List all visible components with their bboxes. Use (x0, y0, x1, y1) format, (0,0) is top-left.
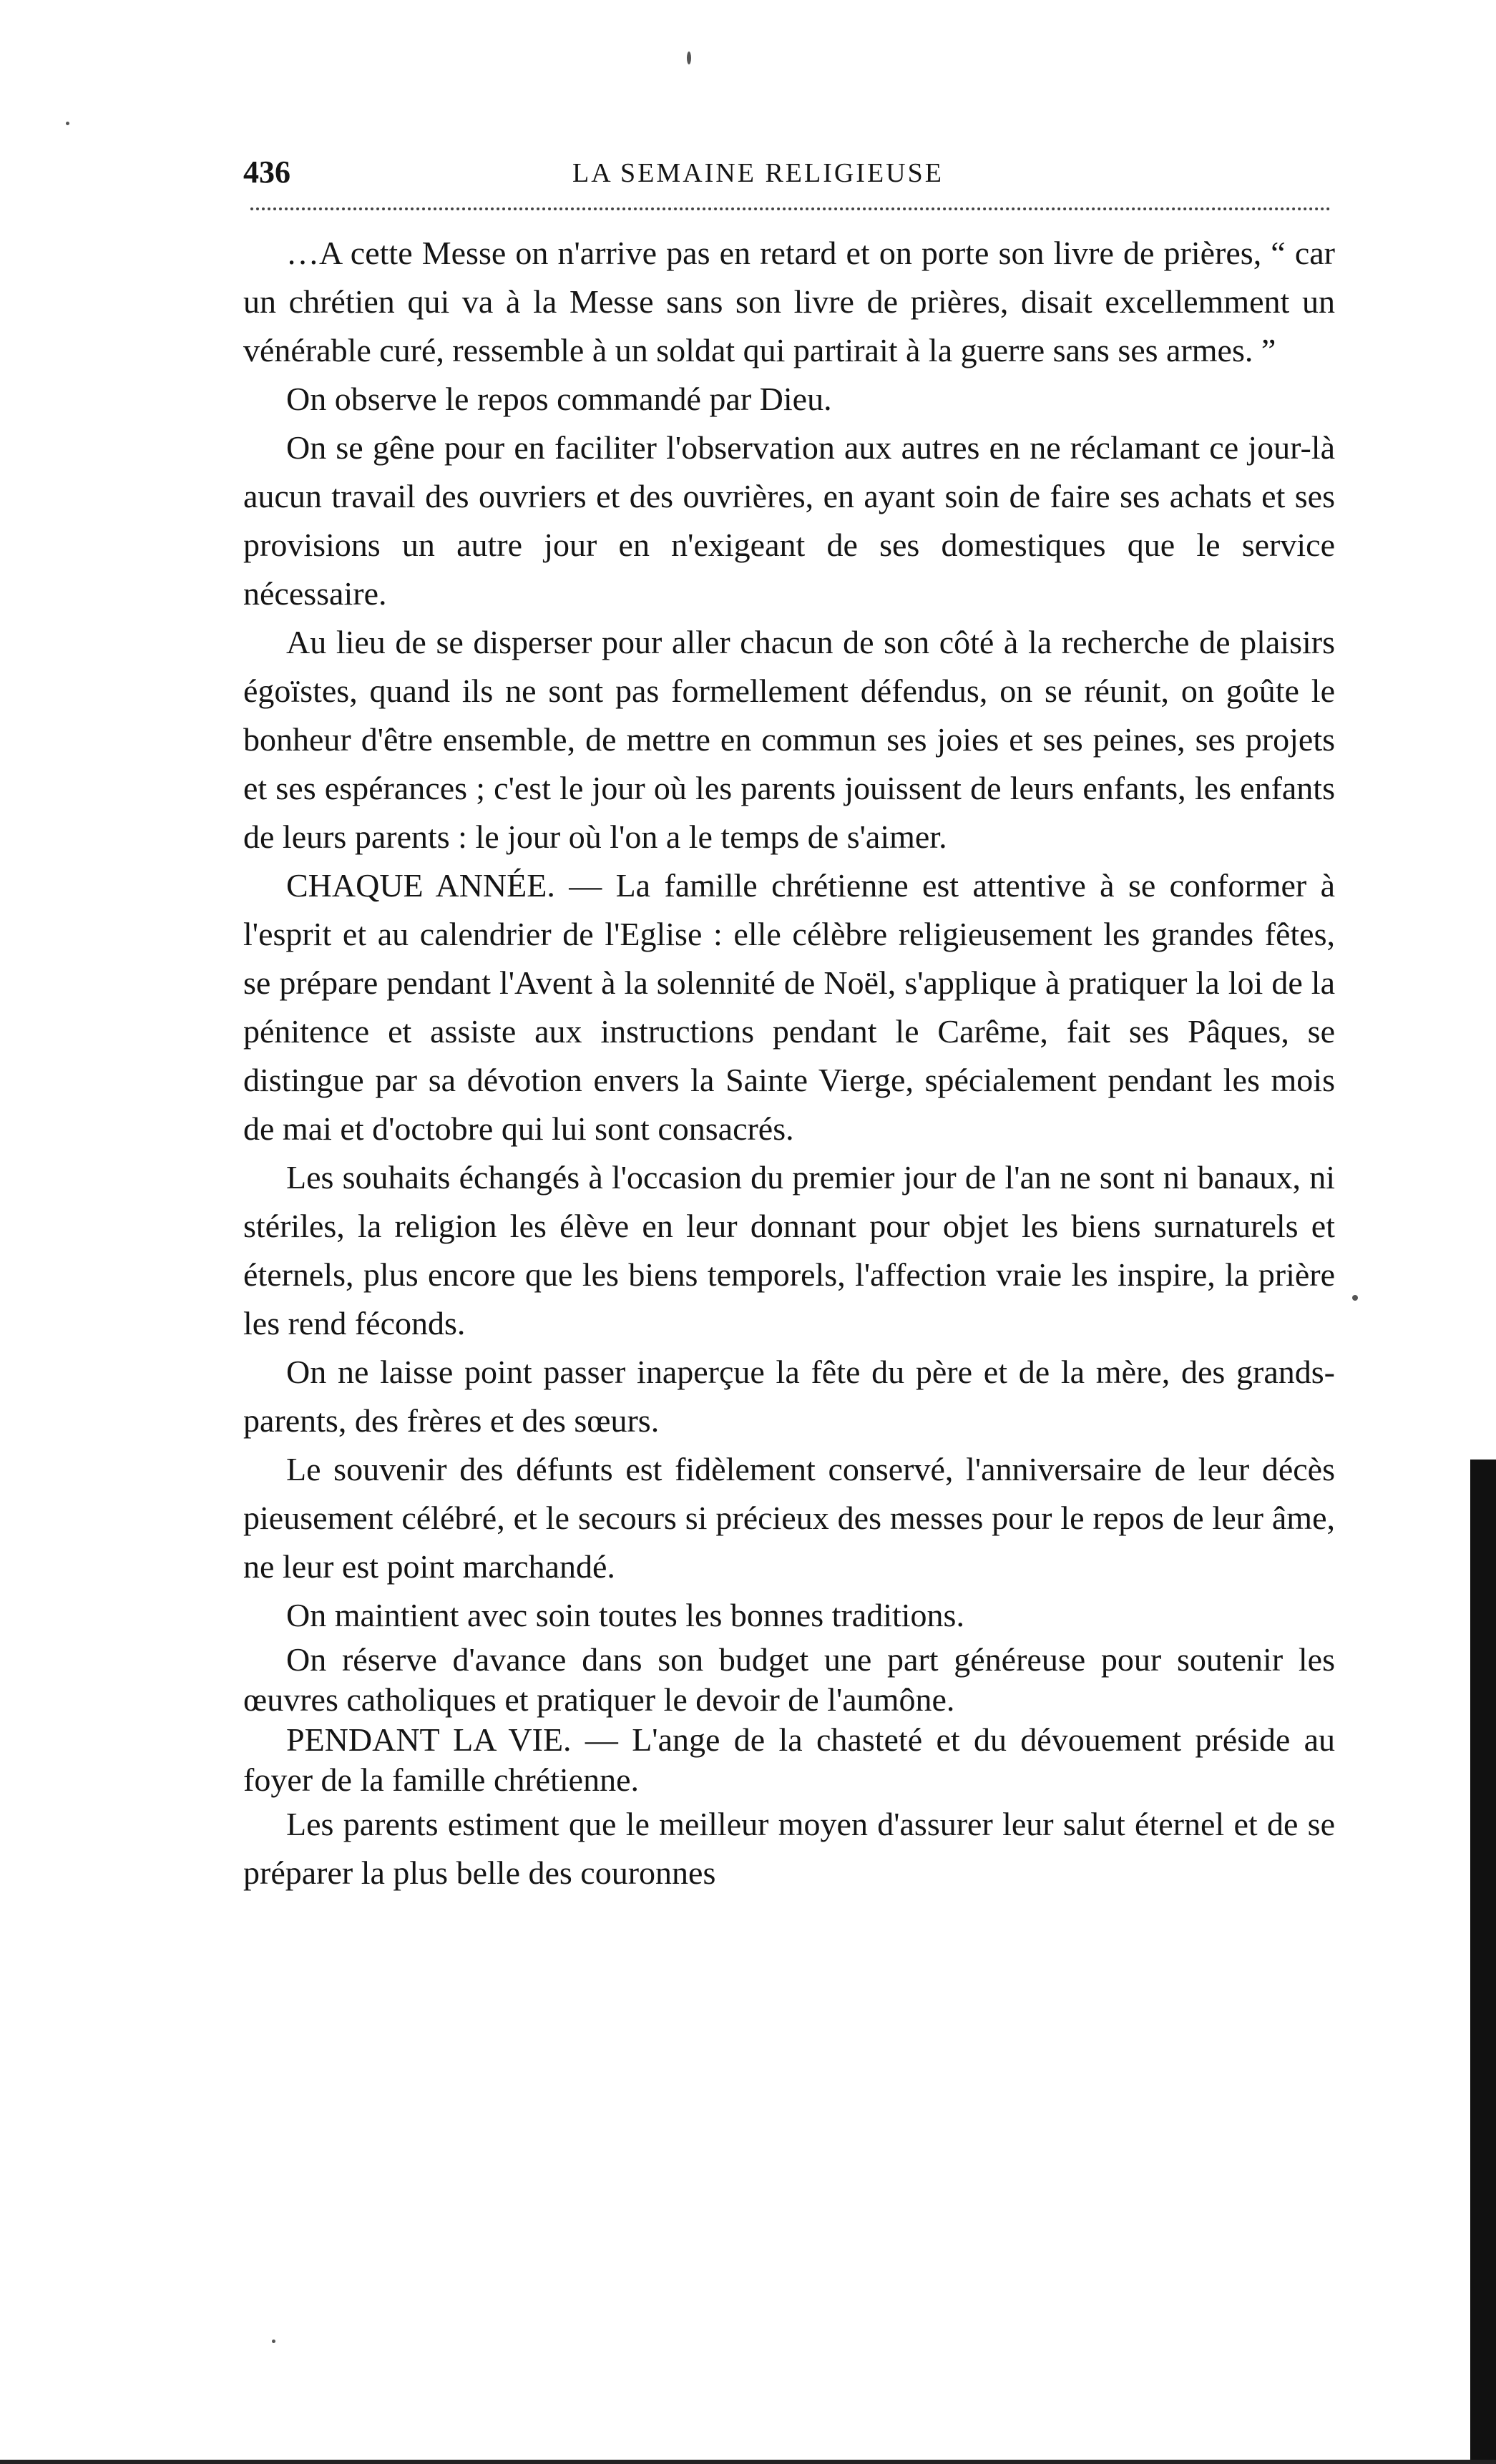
page-number: 436 (243, 155, 290, 190)
paragraph-souhaits: Les souhaits échangés à l'occasion du premier jour de l'an ne sont ni banaux, ni stériles, la religion les élève en leur donnant pour objet les biens surnaturels et éternels, plus encore que les biens temporels, l'affection vraie les inspire, la prière les rend féconds. (243, 1159, 1335, 1341)
body-text (243, 229, 1335, 1897)
paragraph-chaque-annee: CHAQUE ANNÉE. — La famille chrétienne est attentive à se conformer à l'esprit et au calendrier de l'Eglise : elle célèbre religieusement les grandes fêtes, se prépare pendant l'Avent à la solennité de Noël, s'applique à pratiquer la loi de la pénitence et assiste aux instructions pendant le Carême, fait ses Pâques, se distingue par sa dévotion envers la Sainte Vierge, spécialement pendant les mois de mai et d'octobre qui lui sont consacrés. (243, 867, 1335, 1147)
paragraph-defunts: Le souvenir des défunts est fidèlement conservé, l'anniversaire de leur décès pieusement célébré, et le secours si précieux des messes pour le repos de leur âme, ne leur est point marchandé. (243, 1451, 1335, 1585)
paragraph-observation: On se gêne pour en faciliter l'observation aux autres en ne réclamant ce jour-là aucun travail des ouvriers et des ouvrières, en ayant soin de faire ses achats et ses provisions un autre jour en n'exigeant de ses domestiques que le service nécessaire. (243, 429, 1335, 612)
paragraph-traditions: On maintient avec soin toutes les bonnes traditions. (286, 1597, 964, 1633)
paragraph-pendant-la-vie: PENDANT LA VIE. — L'ange de la chasteté et du dévouement préside au foyer de la famille chrétienne. (243, 1721, 1335, 1798)
paragraph-aumone: On réserve d'avance dans son budget une part généreuse pour soutenir les œuvres catholiques et pratiquer le devoir de l'aumône. (243, 1641, 1335, 1718)
scan-bottom-edge (0, 2460, 1496, 2464)
paragraph-parents: Les parents estiment que le meilleur moyen d'assurer leur salut éternel et de se préparer la plus belle des couronnes (243, 1806, 1335, 1891)
paragraph-fetes: On ne laisse point passer inaperçue la fête du père et de la mère, des grands-parents, des frères et des sœurs. (243, 1354, 1335, 1439)
paragraph-repos: On observe le repos commandé par Dieu. (286, 381, 832, 417)
scan-speck (1352, 1295, 1358, 1301)
header-rule (250, 207, 1331, 210)
scan-speck (687, 52, 691, 64)
paragraph-messe: …A cette Messe on n'arrive pas en retard et on porte son livre de prières, “ car un chrétien qui va à la Messe sans son livre de prières, disait excellemment un vénérable curé, ressemble à un soldat qui partirait à la guerre sans ses armes. ” (243, 235, 1335, 368)
running-title: LA SEMAINE RELIGIEUSE (572, 158, 944, 188)
scan-speck (272, 2340, 275, 2343)
page-header (243, 154, 1335, 197)
scan-speck (66, 122, 69, 125)
scan-edge-shadow (1470, 1460, 1496, 2464)
paragraph-reunion: Au lieu de se disperser pour aller chacun de son côté à la recherche de plaisirs égoïstes, quand ils ne sont pas formellement défendus, on se réunit, on goûte le bonheur d'être ensemble, de mettre en commun ses joies et ses peines, ses projets et ses espérances ; c'est le jour où les parents jouissent de leurs enfants, les enfants de leurs parents : le jour où l'on a le temps de s'aimer. (243, 624, 1335, 855)
